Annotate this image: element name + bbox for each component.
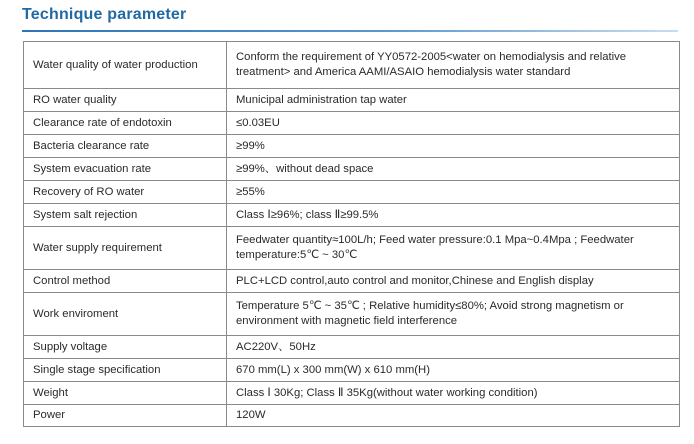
param-name: Bacteria clearance rate bbox=[24, 135, 227, 158]
param-name: Single stage specification bbox=[24, 359, 227, 382]
table-row bbox=[24, 336, 680, 359]
table-row bbox=[24, 42, 680, 89]
table-row bbox=[24, 270, 680, 293]
param-value: AC220V、50Hz bbox=[227, 336, 680, 359]
param-name: Power bbox=[24, 405, 227, 427]
table-row bbox=[24, 293, 680, 336]
param-value: Feedwater quantity≈100L/h; Feed water pressure:0.1 Mpa~0.4Mpa ; Feedwater temperature:5℃ ~ 30℃ bbox=[227, 227, 680, 270]
title-underline bbox=[22, 30, 678, 32]
param-value: PLC+LCD control,auto control and monitor,Chinese and English display bbox=[227, 270, 680, 293]
table-row bbox=[24, 89, 680, 112]
table-row bbox=[24, 359, 680, 382]
param-value: 670 mm(L) x 300 mm(W) x 610 mm(H) bbox=[227, 359, 680, 382]
param-name: Water supply requirement bbox=[24, 227, 227, 270]
param-name: Recovery of RO water bbox=[24, 181, 227, 204]
param-value: 120W bbox=[227, 405, 680, 427]
param-value: ≥99%、without dead space bbox=[227, 158, 680, 181]
param-name: Supply voltage bbox=[24, 336, 227, 359]
table-row bbox=[24, 382, 680, 405]
param-value: Class Ⅰ 30Kg; Class Ⅱ 35Kg(without water working condition) bbox=[227, 382, 680, 405]
page-title: Technique parameter bbox=[22, 6, 187, 23]
parameter-table bbox=[23, 41, 680, 427]
param-name: Work enviroment bbox=[24, 293, 227, 336]
table-row bbox=[24, 135, 680, 158]
param-name: Clearance rate of endotoxin bbox=[24, 112, 227, 135]
param-value: Municipal administration tap water bbox=[227, 89, 680, 112]
table-row bbox=[24, 158, 680, 181]
table-row bbox=[24, 204, 680, 227]
param-value: Class Ⅰ≥96%; class Ⅱ≥99.5% bbox=[227, 204, 680, 227]
table-row bbox=[24, 181, 680, 204]
param-value: Conform the requirement of YY0572-2005<water on hemodialysis and relative treatment> and America AAMI/ASAIO hemodialysis water standard bbox=[227, 42, 680, 89]
param-name: RO water quality bbox=[24, 89, 227, 112]
table-row bbox=[24, 227, 680, 270]
param-name: System salt rejection bbox=[24, 204, 227, 227]
param-value: ≤0.03EU bbox=[227, 112, 680, 135]
param-name: Control method bbox=[24, 270, 227, 293]
param-name: Weight bbox=[24, 382, 227, 405]
param-name: Water quality of water production bbox=[24, 42, 227, 89]
table-row bbox=[24, 112, 680, 135]
param-value: ≥55% bbox=[227, 181, 680, 204]
param-value: ≥99% bbox=[227, 135, 680, 158]
param-value: Temperature 5℃ ~ 35℃ ; Relative humidity≤80%; Avoid strong magnetism or environment with magnetic field interference bbox=[227, 293, 680, 336]
table-row bbox=[24, 405, 680, 427]
param-name: System evacuation rate bbox=[24, 158, 227, 181]
